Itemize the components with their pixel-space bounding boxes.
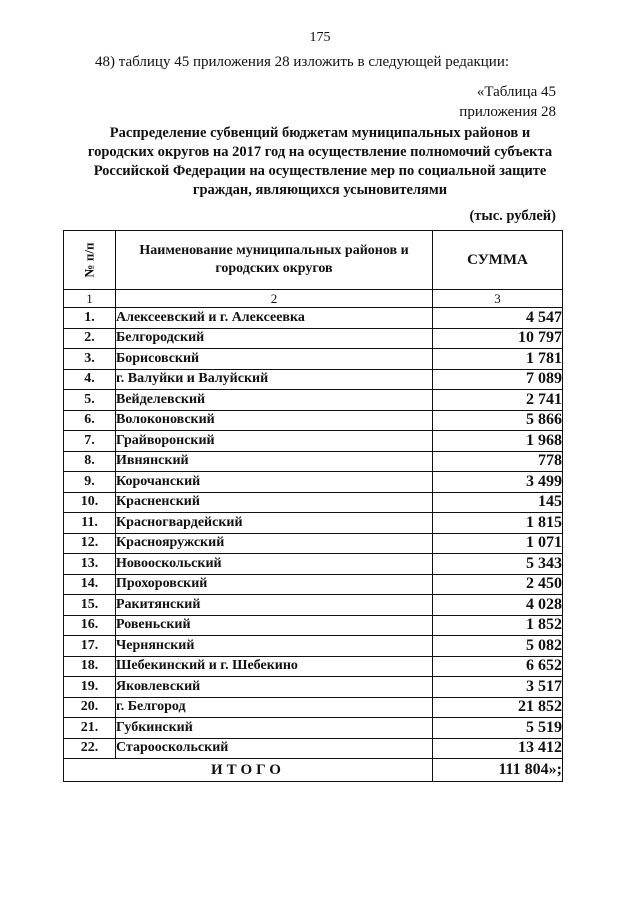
row-number: 15.	[64, 595, 116, 616]
appendix-line-annex: приложения 28	[459, 104, 556, 120]
row-number: 18.	[64, 656, 116, 677]
total-label: ИТОГО	[64, 759, 433, 782]
row-number: 16.	[64, 615, 116, 636]
table-row	[64, 574, 563, 595]
table-row	[64, 697, 563, 718]
row-sum: 5 519	[433, 718, 563, 739]
row-sum: 4 028	[433, 595, 563, 616]
row-district-name: Ровеньский	[116, 615, 433, 636]
row-district-name: Краснояружский	[116, 533, 433, 554]
header-number-label: № п/п	[81, 242, 97, 278]
row-district-name: Красногвардейский	[116, 513, 433, 534]
row-sum: 2 741	[433, 390, 563, 411]
row-sum: 5 343	[433, 554, 563, 575]
table-row	[64, 615, 563, 636]
row-number: 21.	[64, 718, 116, 739]
row-sum: 5 866	[433, 410, 563, 431]
table-row	[64, 718, 563, 739]
row-district-name: г. Белгород	[116, 697, 433, 718]
row-number: 5.	[64, 390, 116, 411]
row-sum: 6 652	[433, 656, 563, 677]
row-number: 12.	[64, 533, 116, 554]
appendix-line-table: «Таблица 45	[476, 84, 556, 100]
row-number: 6.	[64, 410, 116, 431]
row-number: 9.	[64, 472, 116, 493]
table-body	[64, 308, 563, 759]
row-sum: 7 089	[433, 369, 563, 390]
column-index: 2	[116, 290, 433, 308]
total-sum: 111 804»;	[433, 759, 563, 782]
row-district-name: Ракитянский	[116, 595, 433, 616]
units-label: (тыс. рублей)	[469, 208, 556, 224]
row-sum: 13 412	[433, 738, 563, 759]
table-row	[64, 410, 563, 431]
row-number: 4.	[64, 369, 116, 390]
row-number: 22.	[64, 738, 116, 759]
row-number: 13.	[64, 554, 116, 575]
table-row	[64, 328, 563, 349]
table-row	[64, 492, 563, 513]
row-number: 3.	[64, 349, 116, 370]
row-district-name: Вейделевский	[116, 390, 433, 411]
column-index: 3	[433, 290, 563, 308]
row-sum: 778	[433, 451, 563, 472]
table-header-row	[64, 231, 563, 290]
row-district-name: Чернянский	[116, 636, 433, 657]
table-row	[64, 431, 563, 452]
row-number: 11.	[64, 513, 116, 534]
row-sum: 1 815	[433, 513, 563, 534]
table-row	[64, 472, 563, 493]
row-district-name: Старооскольский	[116, 738, 433, 759]
page-number: 175	[309, 30, 331, 45]
row-number: 8.	[64, 451, 116, 472]
row-district-name: Белгородский	[116, 328, 433, 349]
row-sum: 21 852	[433, 697, 563, 718]
row-sum: 1 071	[433, 533, 563, 554]
row-number: 17.	[64, 636, 116, 657]
row-number: 20.	[64, 697, 116, 718]
table-row	[64, 595, 563, 616]
row-district-name: Корочанский	[116, 472, 433, 493]
row-sum: 5 082	[433, 636, 563, 657]
table-row	[64, 349, 563, 370]
row-district-name: Губкинский	[116, 718, 433, 739]
row-district-name: Красненский	[116, 492, 433, 513]
subsidy-table	[63, 230, 563, 782]
row-sum: 145	[433, 492, 563, 513]
row-sum: 2 450	[433, 574, 563, 595]
row-district-name: Борисовский	[116, 349, 433, 370]
header-sum: СУММА	[433, 231, 563, 290]
row-district-name: г. Валуйки и Валуйский	[116, 369, 433, 390]
row-sum: 10 797	[433, 328, 563, 349]
row-district-name: Грайворонский	[116, 431, 433, 452]
table-row	[64, 390, 563, 411]
table-row	[64, 656, 563, 677]
row-sum: 3 517	[433, 677, 563, 698]
row-number: 7.	[64, 431, 116, 452]
row-sum: 1 781	[433, 349, 563, 370]
header-number	[64, 231, 116, 290]
row-number: 14.	[64, 574, 116, 595]
row-number: 19.	[64, 677, 116, 698]
table-row	[64, 308, 563, 329]
table-row	[64, 369, 563, 390]
row-number: 1.	[64, 308, 116, 329]
table-row	[64, 738, 563, 759]
row-sum: 4 547	[433, 308, 563, 329]
header-name: Наименование муниципальных районов и городских округов	[116, 231, 433, 290]
row-district-name: Прохоровский	[116, 574, 433, 595]
row-district-name: Шебекинский и г. Шебекино	[116, 656, 433, 677]
row-sum: 1 968	[433, 431, 563, 452]
row-district-name: Новооскольский	[116, 554, 433, 575]
row-district-name: Алексеевский и г. Алексеевка	[116, 308, 433, 329]
table-row	[64, 513, 563, 534]
row-number: 10.	[64, 492, 116, 513]
row-district-name: Яковлевский	[116, 677, 433, 698]
row-sum: 1 852	[433, 615, 563, 636]
table-row	[64, 554, 563, 575]
table-row	[64, 533, 563, 554]
appendix-reference	[459, 82, 556, 122]
total-row	[64, 759, 563, 782]
column-index: 1	[64, 290, 116, 308]
row-district-name: Ивнянский	[116, 451, 433, 472]
intro-text: 48) таблицу 45 приложения 28 изложить в следующей редакции:	[95, 54, 510, 70]
row-number: 2.	[64, 328, 116, 349]
document-title: Распределение субвенций бюджетам муниципальных районов и городских округов на 2017 год на осуществление полномочий субъекта Российской Федерации на осуществление мер по социальной защите граждан, являющихся усыновителями	[87, 125, 553, 198]
table-row	[64, 451, 563, 472]
column-index-row	[64, 290, 563, 308]
table-row	[64, 677, 563, 698]
row-district-name: Волоконовский	[116, 410, 433, 431]
row-sum: 3 499	[433, 472, 563, 493]
table-row	[64, 636, 563, 657]
